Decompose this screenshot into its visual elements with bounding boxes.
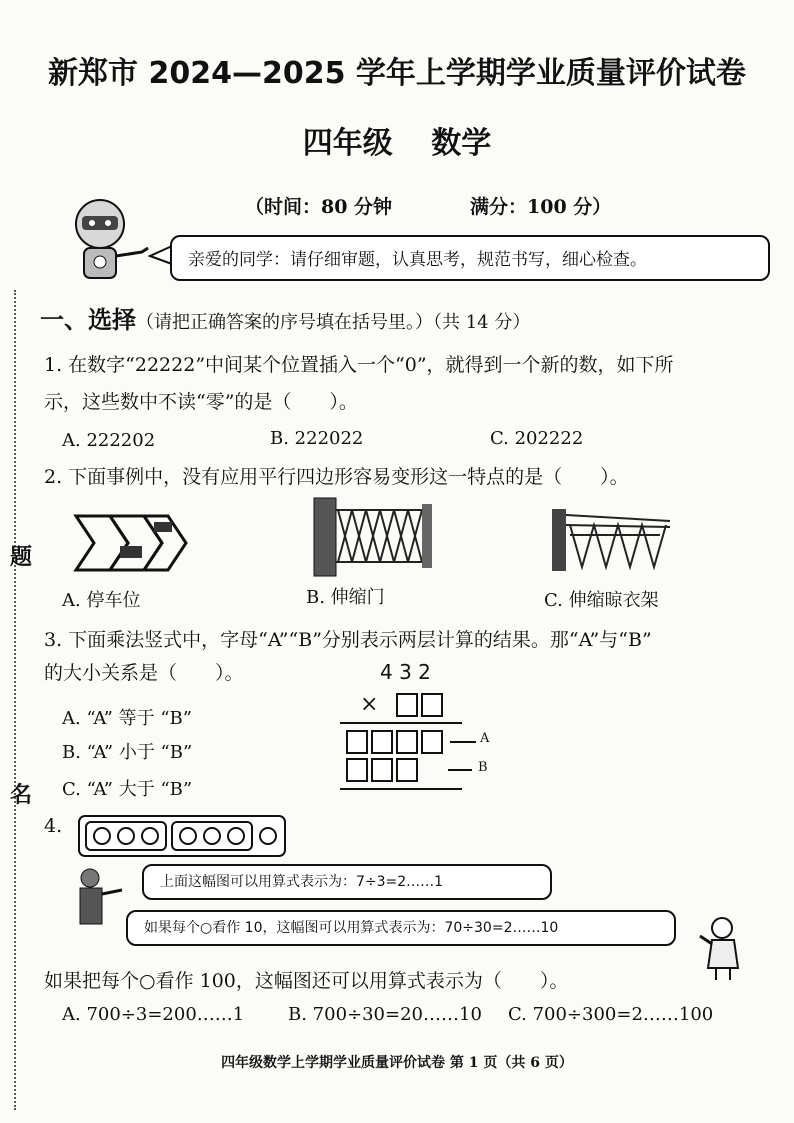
q2-caption-b: B. 伸缩门: [306, 587, 385, 608]
pointer-b: [448, 769, 472, 771]
time-limit: （时间：80 分钟: [245, 196, 393, 218]
exam-subtitle: [0, 118, 794, 162]
partial-a-boxes: [346, 730, 446, 754]
section-heading: [40, 300, 530, 335]
exam-title: 新郑市 2024—2025 学年上学期学业质量评价试卷: [48, 56, 746, 91]
q2-caption-c: C. 伸缩晾衣架: [544, 590, 659, 611]
full-score: 满分：100 分）: [470, 196, 612, 218]
rule-line-1: [340, 722, 462, 724]
digit-box: [396, 693, 418, 717]
q3-option-c: C. “A” 大于 “B”: [62, 779, 193, 800]
digit-box: [346, 730, 368, 754]
q1-option-b: B. 222022: [270, 428, 364, 449]
digit-box: [396, 730, 418, 754]
pointer-a: [450, 741, 476, 743]
q4-option-a: A. 700÷3=200……1: [62, 1004, 245, 1025]
digit-box: [396, 758, 418, 782]
q1-line1: 1. 在数字“22222”中间某个位置插入一个“0”，就得到一个新的数，如下所: [44, 354, 674, 376]
parking-space-image: [70, 510, 190, 576]
teacher-figure-icon: [70, 866, 126, 928]
label-b: B: [478, 760, 488, 775]
digit-box: [421, 730, 443, 754]
subject-label: 数学: [431, 126, 492, 161]
q4-option-c: C. 700÷300=2……100: [508, 1004, 714, 1025]
speech-bubble-1: 上面这幅图可以用算式表示为：7÷3=2……1: [142, 864, 552, 900]
q4-option-b: B. 700÷30=20……10: [288, 1004, 482, 1025]
multiplicand: 4 3 2: [380, 660, 431, 684]
digit-box: [421, 693, 443, 717]
q1-option-a: A. 222202: [62, 430, 156, 451]
label-a: A: [480, 731, 490, 746]
speech-bubble-2: 如果每个○看作 10，这幅图可以用算式表示为：70÷30=2……10: [126, 910, 676, 946]
q3-line1: 3. 下面乘法竖式中，字母“A”“B”分别表示两层计算的结果。那“A”与“B”: [44, 629, 652, 651]
digit-box: [371, 730, 393, 754]
binding-char-1: 题: [10, 544, 33, 570]
circle-groups-figure: [78, 815, 286, 857]
q3-line2: 的大小关系是（ ）。: [44, 662, 244, 684]
drying-rack-image: [550, 505, 680, 575]
retractable-gate-image: [312, 492, 434, 580]
q4-number: 4.: [44, 815, 63, 837]
robot-mascot-icon: [62, 196, 152, 282]
binding-line: [14, 290, 17, 1110]
q3-option-a: A. “A” 等于 “B”: [62, 708, 192, 729]
q3-option-b: B. “A” 小于 “B”: [62, 742, 193, 763]
grade-label: 四年级: [302, 126, 393, 161]
digit-box: [371, 758, 393, 782]
greeting-bubble: 亲爱的同学：请仔细审题，认真思考，规范书写，细心检查。: [170, 235, 770, 281]
q1-line2: 示，这些数中不读“零”的是（ ）。: [44, 391, 358, 413]
page-footer: 四年级数学上学期学业质量评价试卷 第 1 页（共 6 页）: [221, 1055, 573, 1071]
partial-b-boxes: [346, 758, 421, 782]
rule-line-2: [340, 788, 462, 790]
q2-caption-a: A. 停车位: [62, 590, 141, 611]
times-sign: ×: [360, 692, 379, 717]
q2-text: 2. 下面事例中，没有应用平行四边形容易变形这一特点的是（ ）。: [44, 466, 629, 488]
digit-box: [346, 758, 368, 782]
q1-option-c: C. 202222: [490, 428, 584, 449]
binding-char-2: 名: [10, 782, 33, 808]
student-figure-icon: [694, 916, 746, 982]
q4-question: 如果把每个○看作 100，这幅图还可以用算式表示为（ ）。: [44, 970, 569, 992]
section-hint: （请把正确答案的序号填在括号里。）（共 14 分）: [136, 312, 531, 333]
section-title: 一、选择: [40, 306, 136, 334]
multiplier-boxes: [396, 693, 446, 717]
